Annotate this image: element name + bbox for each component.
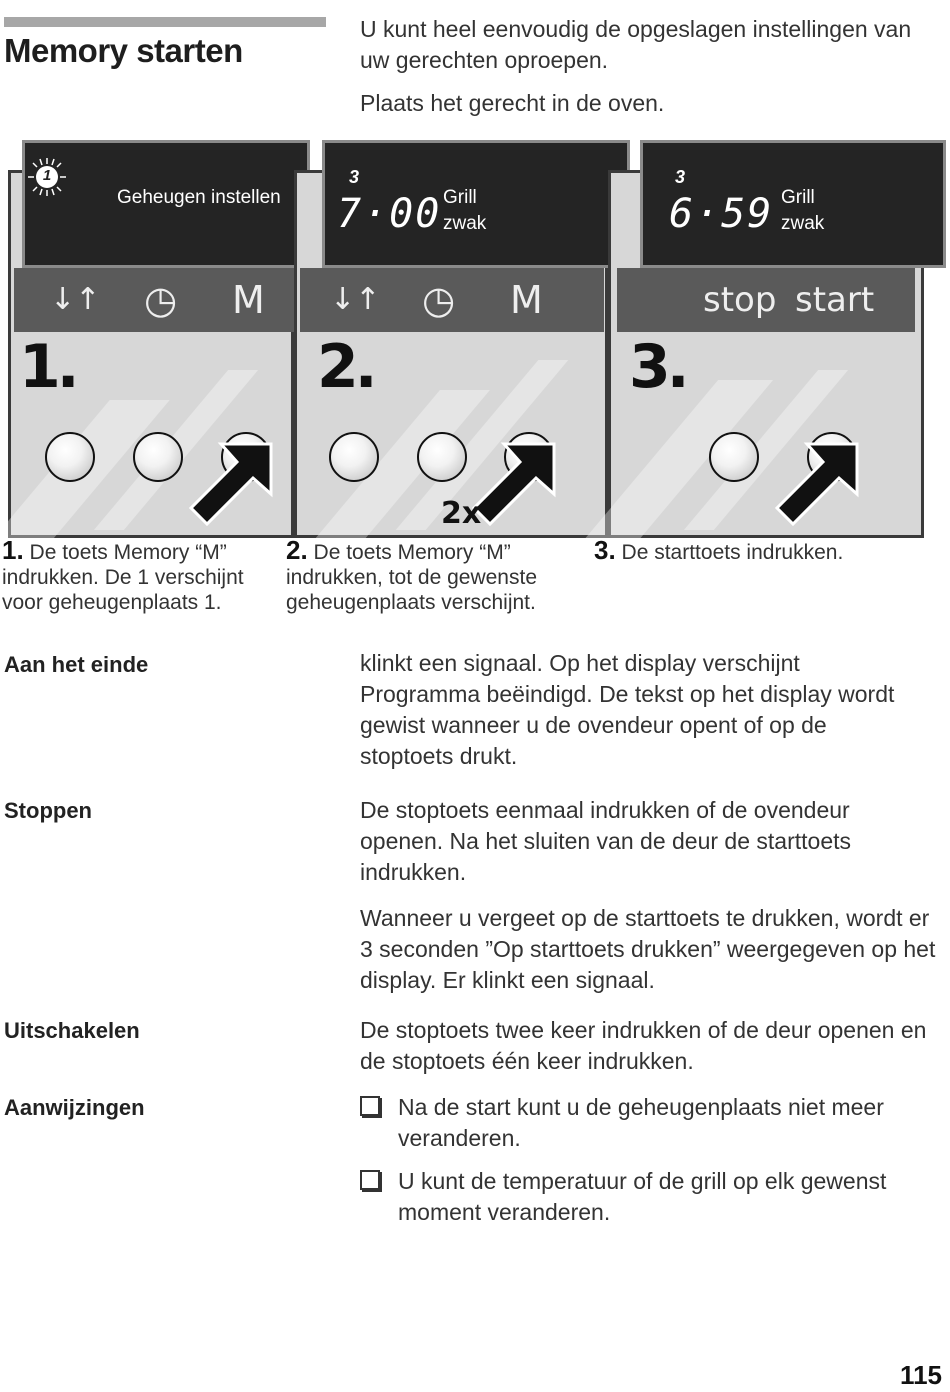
section-text-off: De stoptoets twee keer indrukken of de deur openen en de stoptoets één keer indrukken. bbox=[360, 1017, 927, 1074]
caption-number: 3. bbox=[594, 535, 616, 565]
stop-key-label: stop bbox=[703, 280, 777, 320]
caption-step-1 bbox=[2, 535, 272, 615]
display-screen-3 bbox=[640, 140, 946, 268]
caption-number: 1. bbox=[2, 535, 24, 565]
caption-step-2 bbox=[286, 535, 576, 615]
start-key-label: start bbox=[795, 280, 875, 320]
caption-number: 2. bbox=[286, 535, 308, 565]
knob-button[interactable] bbox=[417, 432, 467, 482]
display-screen-2 bbox=[322, 140, 630, 268]
press-arrow-icon bbox=[773, 440, 863, 530]
section-label-end: Aan het einde bbox=[4, 652, 149, 677]
checkbox-bullet-icon bbox=[360, 1096, 380, 1116]
stop-button[interactable] bbox=[709, 432, 759, 482]
memory-slot-number: 3 bbox=[675, 167, 686, 187]
note-item bbox=[360, 1092, 938, 1154]
caption-text: De toets Memory “M” indrukken. De 1 verschijnt voor geheugenplaats 1. bbox=[2, 541, 244, 614]
section-label-off: Uitschakelen bbox=[4, 1018, 140, 1043]
step-number: 1. bbox=[19, 332, 76, 402]
press-count: 2x bbox=[441, 496, 482, 531]
note-text: Na de start kunt u de geheugenplaats niet meer veranderen. bbox=[398, 1094, 884, 1151]
section-text-end: klinkt een signaal. Op het display verschijnt Programma beëindigd. De tekst op het display wordt gewist wanneer u de ovendeur opent of op de stoptoets drukt. bbox=[360, 650, 895, 769]
control-panel-figure bbox=[0, 140, 950, 540]
mode-line-2: zwak bbox=[781, 213, 825, 234]
memory-slot-badge: 1 bbox=[42, 167, 52, 184]
intro-text-2: Plaats het gerecht in de oven. bbox=[360, 90, 665, 116]
caption-text: De starttoets indrukken. bbox=[621, 541, 844, 564]
note-item bbox=[360, 1166, 938, 1228]
mode-line-1: Grill bbox=[443, 187, 477, 208]
knob-button[interactable] bbox=[45, 432, 95, 482]
display-screen-1 bbox=[22, 140, 310, 268]
time-display: 7·00 bbox=[337, 191, 442, 237]
clock-icon: ◷ bbox=[144, 278, 178, 322]
memory-slot-number: 3 bbox=[349, 167, 360, 187]
section-label-stop: Stoppen bbox=[4, 798, 92, 823]
step-number: 2. bbox=[317, 332, 374, 402]
press-arrow-icon bbox=[187, 440, 277, 530]
intro-text: U kunt heel eenvoudig de opgeslagen instellingen van uw gerechten oproepen. bbox=[360, 16, 912, 73]
key-strip-3 bbox=[617, 268, 915, 332]
knob-button[interactable] bbox=[329, 432, 379, 482]
mode-line-1: Grill bbox=[781, 187, 815, 208]
section-label-notes: Aanwijzingen bbox=[4, 1095, 145, 1120]
memory-key-label: M bbox=[232, 278, 265, 322]
time-display: 6·59 bbox=[669, 191, 774, 237]
screen-text: Geheugen instellen bbox=[117, 187, 281, 208]
key-strip-1 bbox=[14, 268, 294, 332]
press-arrow-icon bbox=[470, 440, 560, 530]
step-number: 3. bbox=[629, 332, 686, 402]
key-strip-2 bbox=[300, 268, 604, 332]
caption-step-3 bbox=[594, 535, 934, 565]
arrows-icon: ↓↑ bbox=[330, 282, 381, 317]
title-rule bbox=[4, 17, 326, 27]
memory-key-label: M bbox=[510, 278, 543, 322]
note-text: U kunt de temperatuur of de grill op elk gewenst moment veranderen. bbox=[398, 1168, 887, 1225]
arrows-icon: ↓↑ bbox=[50, 282, 101, 317]
caption-text: De toets Memory “M” indrukken, tot de gewenste geheugenplaats verschijnt. bbox=[286, 541, 537, 614]
section-text-stop-2: Wanneer u vergeet op de starttoets te drukken, wordt er 3 seconden ”Op starttoets drukken” weergegeven op het display. Er klinkt een signaal. bbox=[360, 905, 936, 993]
page-number: 115 bbox=[900, 1360, 942, 1390]
page-title: Memory starten bbox=[4, 32, 243, 69]
clock-icon: ◷ bbox=[422, 278, 456, 322]
mode-line-2: zwak bbox=[443, 213, 487, 234]
knob-button[interactable] bbox=[133, 432, 183, 482]
checkbox-bullet-icon bbox=[360, 1170, 380, 1190]
section-text-stop: De stoptoets eenmaal indrukken of de ovendeur openen. Na het sluiten van de deur de starttoets indrukken. bbox=[360, 797, 851, 885]
